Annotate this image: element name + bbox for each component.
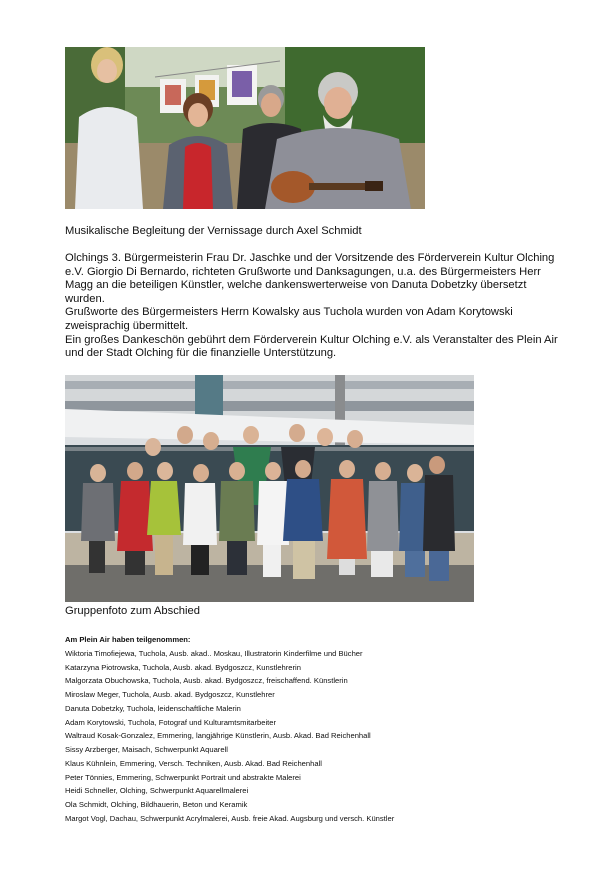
participant-item: Danuta Dobetzky, Tuchola, leidenschaftliche Malerin [65,703,241,713]
participant-item: Ola Schmidt, Olching, Bildhauerin, Beton und Keramik [65,800,248,809]
participant-item: Adam Korytowski, Tuchola, Fotograf und Kulturamtsmitarbeiter [65,717,277,727]
group-farewell-photo [65,375,474,602]
vernissage-music-image [65,47,425,209]
participant-item: Peter Tönnies, Emmering, Schwerpunkt Portrait und abstrakte Malerei [65,772,301,782]
participant-item: Margot Vogl, Dachau, Schwerpunkt Acrylmalerei, Ausb. freie Akad. Augsburg und versch. Künstler [65,813,395,823]
article-paragraph-greetings: Olchings 3. Bürgermeisterin Frau Dr. Jaschke und der Vorsitzende des Förderverein Kultur Olching e.V. Giorgio Di Bernardo, richteten Grußworte und Danksagungen, u.a. des Bürgermeisters Herr Magg an die beteiligen Künstler, welche dankenswerterweise von Danuta Dobetzky übersetzt wurden. [65,252,555,305]
vernissage-photo-caption: Musikalische Begleitung der Vernissage durch Axel Schmidt [65,225,362,237]
participant-item: Sissy Arzberger, Maisach, Schwerpunkt Aquarell [65,745,228,754]
article-paragraph-thanks: Ein großes Dankeschön gebührt dem Förderverein Kultur Olching e.V. als Veranstalter des Plein Air und der Stadt Olching für die finanzielle Unterstützung. [65,333,558,360]
participant-item: Wiktoria Timofiejewa, Tuchola, Ausb. akad.. Moskau, Illustratorin Kinderfilme und Bücher [65,648,363,658]
article-paragraph-tuchola: Grußworte des Bürgermeisters Herrn Kowalsky aus Tuchola wurden von Adam Korytowski zweisprachig übermittelt. [65,306,513,332]
participants-heading: Am Plein Air haben teilgenommen: [65,635,191,644]
group-photo-caption: Gruppenfoto zum Abschied [65,605,200,617]
participant-item: Miroslaw Meger, Tuchola, Ausb. akad. Bydgoszcz, Kunstlehrer [65,690,275,699]
vernissage-music-photo [65,47,425,209]
participant-item: Katarzyna Piotrowska, Tuchola, Ausb. akad. Bydgoszcz, Kunstlehrerin [65,662,301,672]
participant-item: Heidi Schneller, Olching, Schwerpunkt Aquarellmalerei [65,786,249,796]
participant-item: Waltraud Kosak-Gonzalez, Emmering, langjährige Künstlerin, Ausb. Akad. Bad Reichenhall [65,731,371,741]
participants-list [65,647,565,826]
participant-item: Malgorzata Obuchowska, Tuchola, Ausb. akad. Bydgoszcz, freischaffend. Künstlerin [65,676,348,686]
participants-section [65,633,565,826]
group-farewell-image [65,375,474,602]
participant-item: Klaus Kühnlein, Emmering, Versch. Techniken, Ausb. Akad. Bad Reichenhall [65,758,322,768]
article-body [65,252,565,361]
